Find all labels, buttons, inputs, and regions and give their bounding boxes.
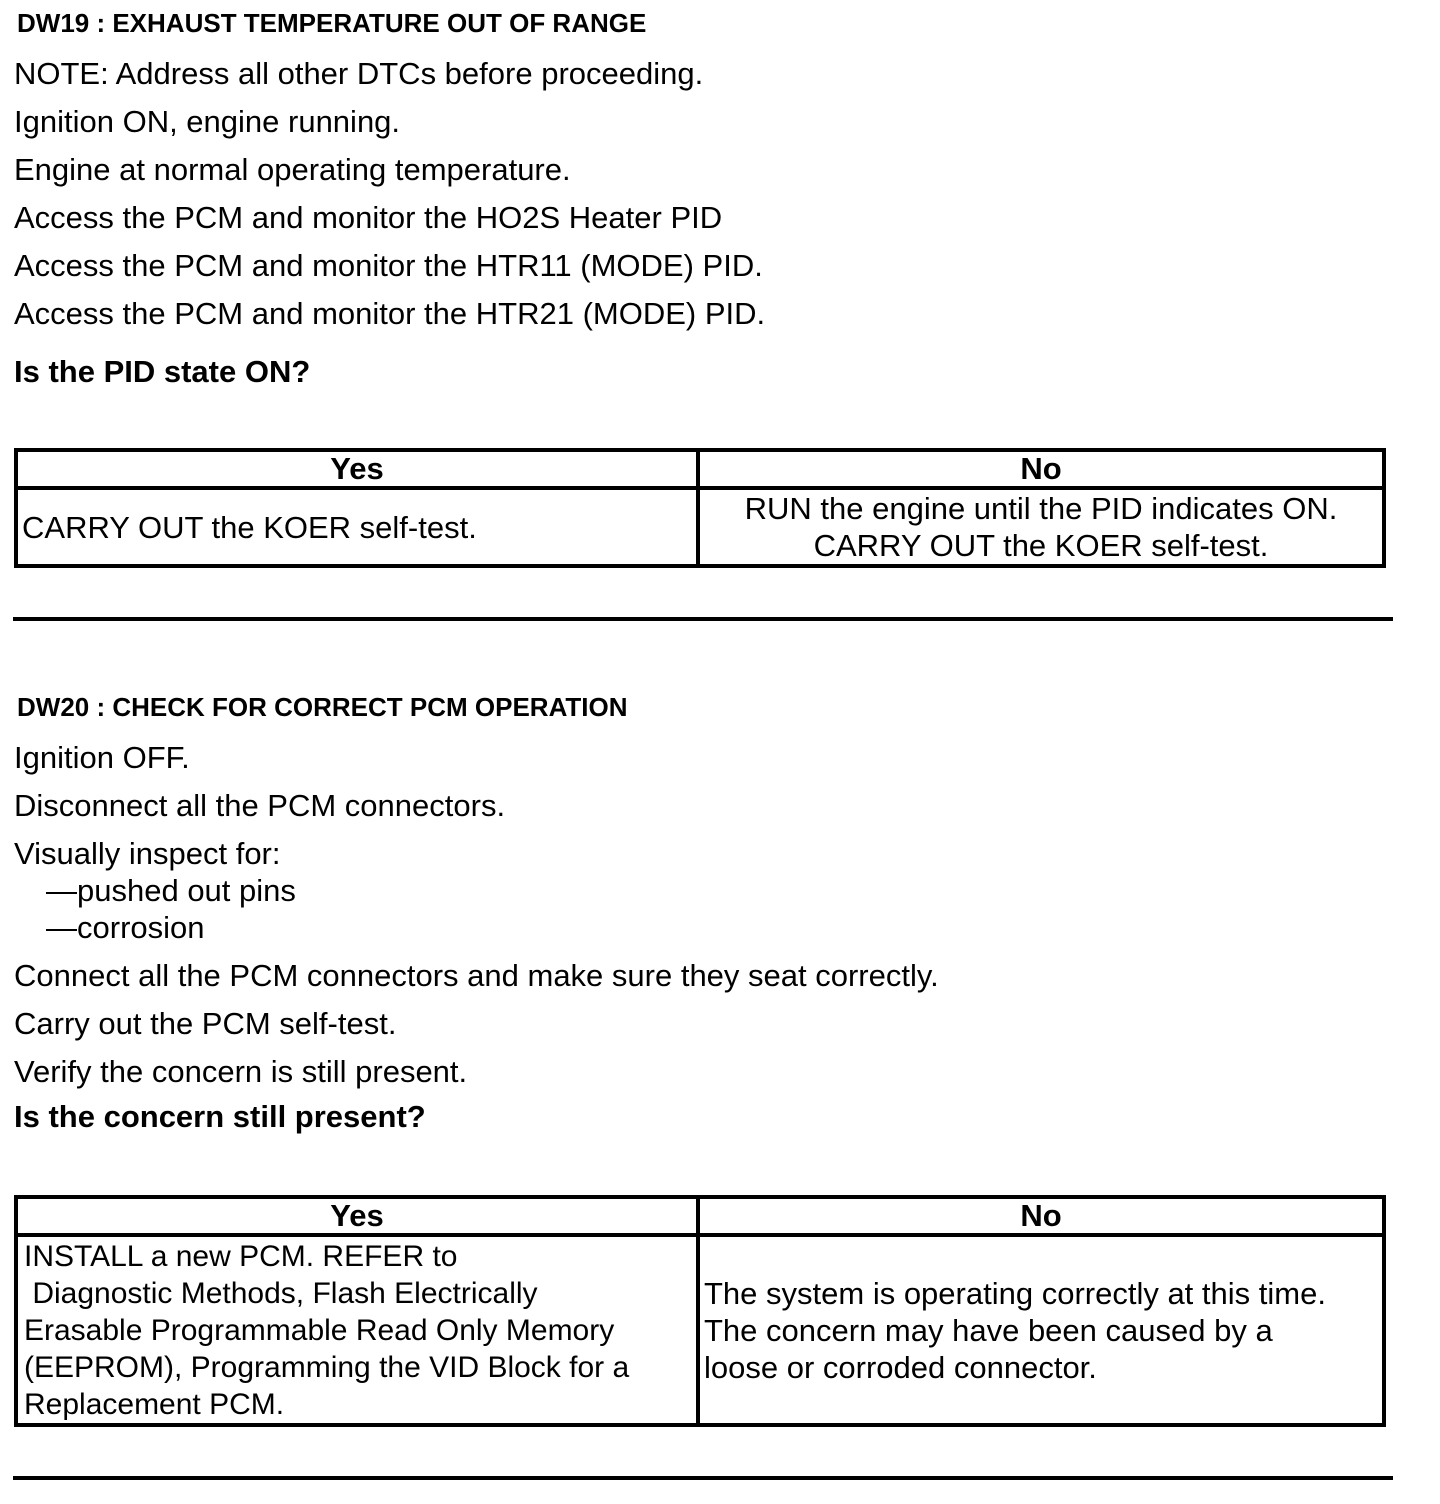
section2-no-line-1: The system is operating correctly at this time. <box>704 1275 1326 1311</box>
section2-no-header: No <box>698 1197 1384 1235</box>
section2-step-3: Visually inspect for: <box>14 836 281 871</box>
section1-step-2: Ignition ON, engine running. <box>14 104 401 139</box>
section2-yes-cell <box>16 1235 698 1425</box>
section2-heading: DW20 : CHECK FOR CORRECT PCM OPERATION <box>17 692 628 722</box>
section1-step-3: Engine at normal operating temperature. <box>14 152 571 187</box>
section1-question: Is the PID state ON? <box>14 354 311 389</box>
section2-no-cell <box>698 1235 1384 1425</box>
section1-answer-table <box>14 448 1386 568</box>
section1-yes-header: Yes <box>16 450 698 488</box>
section2-step-5: Carry out the PCM self-test. <box>14 1006 397 1041</box>
section-divider-1 <box>13 617 1393 621</box>
section2-yes-line-2: Diagnostic Methods, Flash Electrically <box>24 1276 538 1310</box>
section2-step-2: Disconnect all the PCM connectors. <box>14 788 506 823</box>
section2-no-line-3: loose or corroded connector. <box>704 1349 1097 1385</box>
section2-question: Is the concern still present? <box>14 1099 426 1134</box>
section1-no-cell <box>698 488 1384 566</box>
section2-step-1: Ignition OFF. <box>14 740 190 775</box>
section1-no-header: No <box>698 450 1384 488</box>
section2-step-6: Verify the concern is still present. <box>14 1054 468 1089</box>
section2-answer-table <box>14 1195 1386 1427</box>
section2-inspect-item-1: —pushed out pins <box>46 873 296 908</box>
section1-no-line-1: RUN the engine until the PID indicates ON. <box>744 491 1338 526</box>
section2-yes-line-5: Replacement PCM. <box>24 1387 285 1421</box>
section2-no-line-2: The concern may have been caused by a <box>704 1312 1273 1348</box>
section1-step-6: Access the PCM and monitor the HTR21 (MODE) PID. <box>14 296 766 331</box>
section2-step-4: Connect all the PCM connectors and make sure they seat correctly. <box>14 958 939 993</box>
section2-yes-line-4: (EEPROM), Programming the VID Block for a <box>24 1350 630 1384</box>
section1-step-5: Access the PCM and monitor the HTR11 (MODE) PID. <box>14 248 763 283</box>
section1-heading: DW19 : EXHAUST TEMPERATURE OUT OF RANGE <box>17 8 647 38</box>
section2-yes-line-3: Erasable Programmable Read Only Memory <box>24 1313 615 1347</box>
section1-step-4: Access the PCM and monitor the HO2S Heater PID <box>14 200 723 235</box>
section-divider-2 <box>13 1476 1393 1480</box>
section2-yes-header: Yes <box>16 1197 698 1235</box>
section2-yes-line-1: INSTALL a new PCM. REFER to <box>24 1239 458 1273</box>
section1-step-1: NOTE: Address all other DTCs before proceeding. <box>14 56 704 91</box>
section2-inspect-item-2: —corrosion <box>46 910 205 945</box>
section1-no-line-2: CARRY OUT the KOER self-test. <box>813 528 1269 563</box>
section1-yes-cell: CARRY OUT the KOER self-test. <box>16 488 698 566</box>
